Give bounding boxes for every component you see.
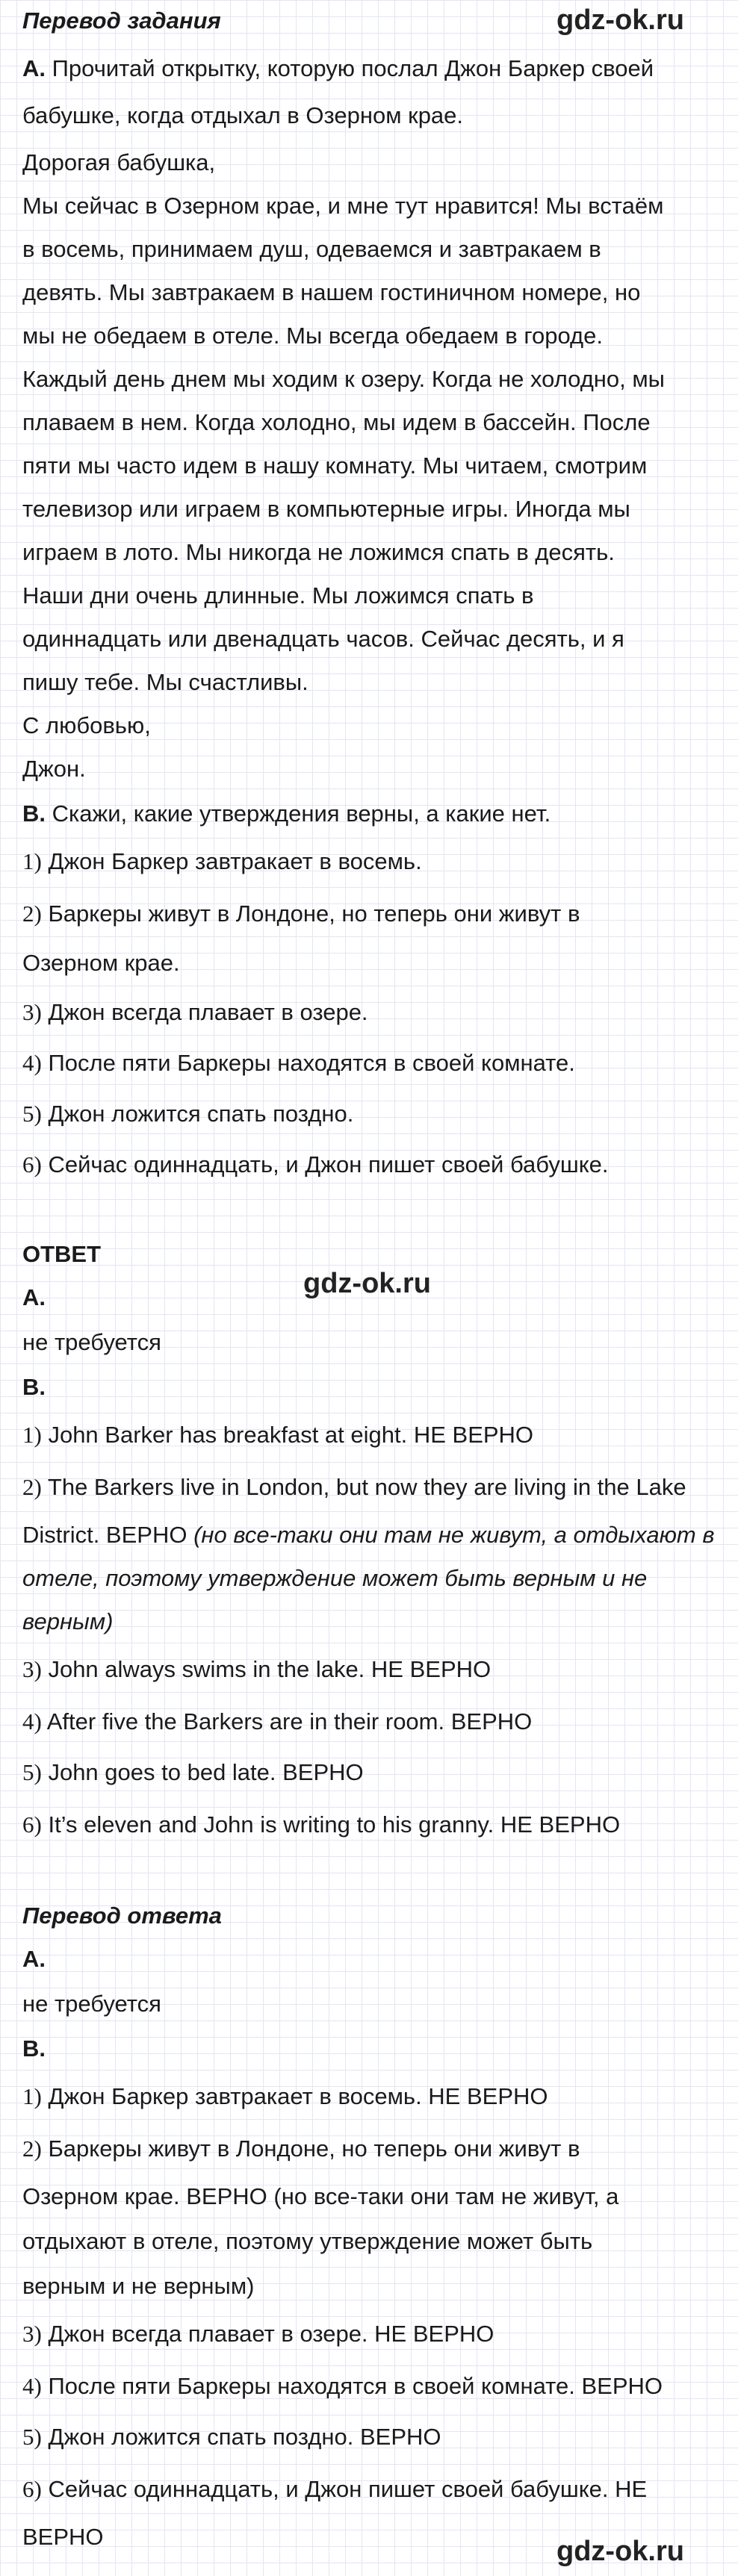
translation-item	[22, 2134, 580, 2164]
translation-text: После пяти Баркеры находятся в своей комнате. ВЕРНО	[48, 2373, 663, 2399]
task-part-b	[22, 799, 551, 829]
answer-title: ОТВЕТ	[22, 1241, 102, 1267]
answer-part-a-text: не требуется	[22, 1329, 161, 1355]
translation-text: Джон Баркер завтракает в восемь. НЕ ВЕРНО	[48, 2083, 548, 2109]
answer-text: John goes to bed late. ВЕРНО	[48, 1759, 364, 1785]
answer-text: The Barkers live in London, but now they are living in the Lake	[47, 1474, 686, 1500]
statement-text-continued: Озерном крае.	[22, 950, 180, 976]
answer-number: 2)	[22, 1474, 42, 1500]
statement-text: После пяти Баркеры находятся в своей комнате.	[48, 1050, 575, 1076]
letter-line: пяти мы часто идем в нашу комнату. Мы читаем, смотрим	[22, 452, 648, 479]
statement-number: 5)	[22, 1101, 42, 1127]
translation-number: 2)	[22, 2135, 42, 2162]
watermark-top: gdz-ok.ru	[556, 4, 684, 36]
translation-part-a-label: А.	[22, 1946, 46, 1972]
translation-text: Сейчас одиннадцать, и Джон пишет своей бабушке. НЕ	[48, 2476, 648, 2502]
letter-line: Дорогая бабушка,	[22, 149, 216, 175]
answer-text: After five the Barkers are in their room. ВЕРНО	[46, 1708, 533, 1735]
translation-number: 6)	[22, 2476, 42, 2502]
letter-line: мы не обедаем в отеле. Мы всегда обедаем в городе.	[22, 323, 603, 349]
letter-line: Мы сейчас в Озерном крае, и мне тут нравится! Мы встаём	[22, 193, 664, 219]
answer-item	[22, 1420, 533, 1450]
statement-text: Сейчас одиннадцать, и Джон пишет своей бабушке.	[48, 1151, 609, 1177]
translation-text-continued: верным и не верным)	[22, 2273, 255, 2299]
letter-line: пишу тебе. Мы счастливы.	[22, 669, 308, 695]
statement-text: Джон всегда плавает в озере.	[48, 999, 368, 1025]
letter-line: Наши дни очень длинные. Мы ложимся спать в	[22, 582, 534, 609]
answer-item	[22, 1707, 532, 1737]
statement-number: 1)	[22, 848, 42, 874]
answer-item	[22, 1655, 491, 1684]
translation-text-continued: Озерном крае. ВЕРНО (но все-таки они там не живут, а	[22, 2183, 619, 2209]
answer-part-b-label: B.	[22, 1374, 46, 1400]
translation-item	[22, 2422, 441, 2452]
statement-number: 2)	[22, 900, 42, 927]
watermark-bottom: gdz-ok.ru	[556, 2536, 684, 2567]
answer-part-a-label: A.	[22, 1284, 46, 1310]
translation-item	[22, 2474, 647, 2504]
letter-line: Каждый день днем мы ходим к озеру. Когда не холодно, мы	[22, 366, 665, 392]
translation-number: 4)	[22, 2373, 42, 2399]
translation-item	[22, 2082, 548, 2112]
statement-item	[22, 998, 368, 1027]
statement-item	[22, 847, 422, 877]
answer-number: 6)	[22, 1811, 42, 1838]
translation-item	[22, 2319, 494, 2349]
answer-number: 5)	[22, 1759, 42, 1785]
answer-number: 1)	[22, 1422, 42, 1448]
translation-item	[22, 2371, 663, 2401]
translation-text: Баркеры живут в Лондоне, но теперь они живут в	[48, 2135, 580, 2162]
task-part-a-text-2: бабушке, когда отдыхал в Озерном крае.	[22, 102, 464, 128]
answer-text: John Barker has breakfast at eight. НЕ ВЕРНО	[48, 1422, 534, 1448]
letter-line: играем в лото. Мы никогда не ложимся спать в десять.	[22, 539, 615, 565]
watermark-middle: gdz-ok.ru	[303, 1268, 431, 1299]
task-part-b-text: Скажи, какие утверждения верны, а какие нет.	[52, 800, 551, 827]
letter-line: одиннадцать или двенадцать часов. Сейчас десять, и я	[22, 626, 624, 652]
statement-number: 6)	[22, 1151, 42, 1177]
letter-line: телевизор или играем в компьютерные игры. Иногда мы	[22, 496, 630, 522]
letter-line: в восемь, принимаем душ, одеваемся и завтракаем в	[22, 236, 601, 262]
answer-number: 3)	[22, 1656, 42, 1682]
answer-item	[22, 1810, 620, 1840]
answer-text: John always swims in the lake. НЕ ВЕРНО	[48, 1656, 492, 1682]
statement-number: 3)	[22, 999, 42, 1025]
task-translation-title: Перевод задания	[22, 7, 221, 34]
answer-text: District. ВЕРНО	[22, 1522, 187, 1548]
translation-number: 3)	[22, 2321, 42, 2347]
translation-part-b-label: В.	[22, 2035, 46, 2062]
task-part-a	[22, 54, 654, 84]
task-part-b-label: В.	[22, 800, 46, 827]
letter-line: девять. Мы завтракаем в нашем гостиничном номере, но	[22, 279, 641, 305]
answer-note: (но все-таки они там не живут, а отдыхают в	[193, 1522, 715, 1548]
translation-number: 1)	[22, 2083, 42, 2109]
translation-text-continued: ВЕРНО	[22, 2524, 104, 2550]
statement-text: Баркеры живут в Лондоне, но теперь они живут в	[48, 900, 580, 927]
statement-item	[22, 1150, 608, 1180]
answer-text: It’s eleven and John is writing to his granny. НЕ ВЕРНО	[48, 1811, 621, 1838]
statement-item	[22, 899, 580, 929]
answer-number: 4)	[22, 1708, 42, 1735]
letter-line: плаваем в нем. Когда холодно, мы идем в бассейн. После	[22, 409, 651, 435]
task-part-a-text: Прочитай открытку, которую послал Джон Баркер своей	[52, 55, 654, 81]
translation-text: Джон ложится спать поздно. ВЕРНО	[48, 2424, 441, 2450]
statement-text: Джон ложится спать поздно.	[48, 1101, 354, 1127]
letter-line: Джон.	[22, 756, 86, 782]
answer-item-continued	[22, 1520, 715, 1550]
answer-item	[22, 1758, 364, 1788]
statement-item	[22, 1099, 353, 1129]
answer-translation-title: Перевод ответа	[22, 1903, 222, 1929]
statement-number: 4)	[22, 1050, 42, 1076]
statement-item	[22, 1048, 575, 1078]
translation-number: 5)	[22, 2424, 42, 2450]
statement-text: Джон Баркер завтракает в восемь.	[48, 848, 422, 874]
translation-text: Джон всегда плавает в озере. НЕ ВЕРНО	[48, 2321, 494, 2347]
task-part-a-label: А.	[22, 55, 46, 81]
answer-note: отеле, поэтому утверждение может быть верным и не	[22, 1565, 648, 1591]
translation-text-continued: отдыхают в отеле, поэтому утверждение может быть	[22, 2228, 593, 2254]
letter-line: С любовью,	[22, 712, 151, 738]
answer-item	[22, 1472, 686, 1502]
answer-note: верным)	[22, 1608, 114, 1634]
translation-part-a-text: не требуется	[22, 1991, 161, 2017]
